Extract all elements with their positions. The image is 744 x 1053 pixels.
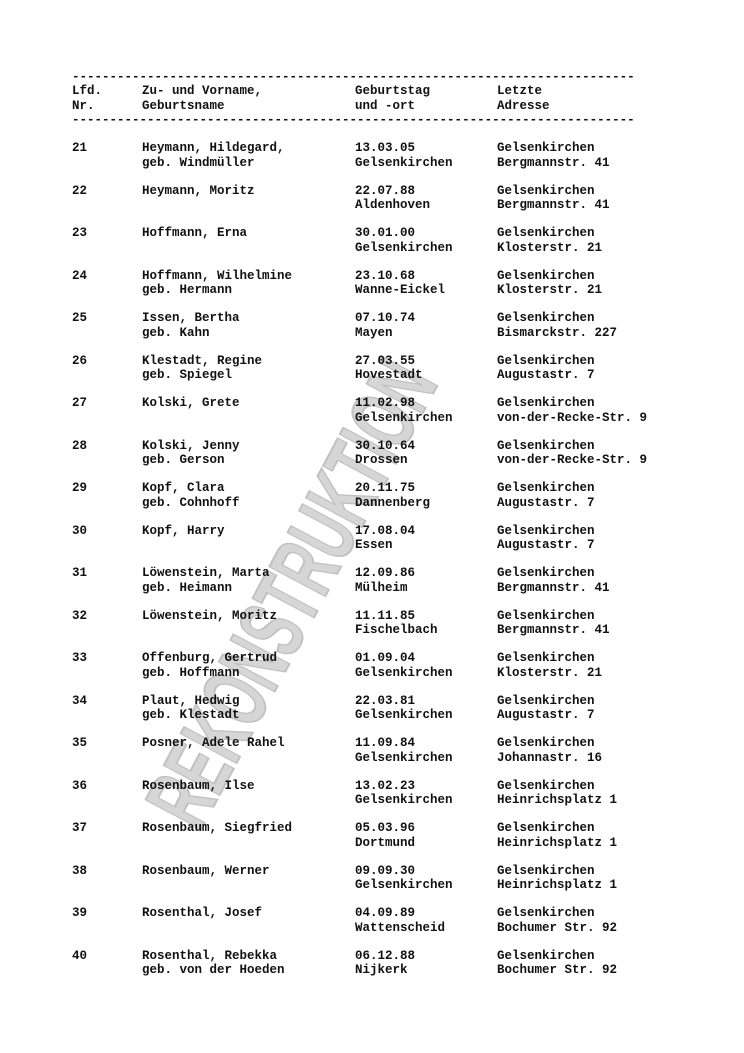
last-address-line: Gelsenkirchen bbox=[497, 438, 595, 453]
header-label: Geburtsname bbox=[142, 98, 225, 113]
row-number bbox=[72, 524, 87, 539]
table-row bbox=[0, 609, 744, 641]
birth-info-line: 23.10.68 bbox=[355, 268, 416, 283]
header-name bbox=[142, 84, 262, 113]
birth-info-line: 01.09.04 bbox=[355, 651, 416, 665]
birth-info bbox=[355, 779, 453, 808]
row-number-line: 39 bbox=[72, 906, 88, 920]
row-number-line: 23 bbox=[72, 226, 88, 240]
table-row bbox=[0, 269, 744, 301]
birth-info-line: 09.09.30 bbox=[355, 863, 416, 878]
row-number bbox=[72, 906, 87, 921]
last-address-line: Bismarckstr. 227 bbox=[497, 325, 618, 340]
birth-info-line: Wattenscheid bbox=[355, 920, 446, 935]
last-address-line: Gelsenkirchen bbox=[497, 863, 595, 878]
last-address bbox=[497, 694, 595, 723]
birth-info-line: Gelsenkirchen bbox=[355, 750, 453, 765]
table-row bbox=[0, 694, 744, 726]
person-name bbox=[142, 694, 240, 723]
table-row bbox=[0, 141, 744, 173]
row-number bbox=[72, 821, 87, 836]
birth-info bbox=[355, 439, 415, 468]
birth-info-line: 04.09.89 bbox=[355, 906, 416, 920]
header-label: und -ort bbox=[355, 98, 416, 113]
row-number-line: 34 bbox=[72, 693, 88, 708]
table-row bbox=[0, 949, 744, 981]
person-name-line: geb. Hermann bbox=[142, 283, 233, 297]
last-address-line: Gelsenkirchen bbox=[497, 693, 595, 708]
person-name-line: Heymann, Moritz bbox=[142, 183, 255, 198]
person-name bbox=[142, 354, 262, 383]
person-name-line: Rosenbaum, Ilse bbox=[142, 778, 255, 793]
table-row bbox=[0, 864, 744, 896]
person-name-line: Offenburg, Gertrud bbox=[142, 651, 278, 665]
table-row bbox=[0, 481, 744, 513]
last-address-line: Heinrichsplatz 1 bbox=[497, 835, 618, 850]
person-name-line: geb. Cohnhoff bbox=[142, 495, 240, 510]
last-address-line: Bochumer Str. 92 bbox=[497, 920, 618, 935]
person-name bbox=[142, 609, 277, 624]
birth-info bbox=[355, 864, 453, 893]
person-name-line: geb. Klestadt bbox=[142, 708, 240, 722]
person-name-line: geb. Spiegel bbox=[142, 368, 233, 382]
last-address-line: Gelsenkirchen bbox=[497, 821, 595, 835]
birth-info bbox=[355, 694, 453, 723]
person-name bbox=[142, 651, 277, 680]
birth-info-line: 20.11.75 bbox=[355, 481, 416, 495]
row-number bbox=[72, 694, 87, 709]
header-label: Zu- und Vorname, bbox=[142, 84, 263, 98]
birth-info-line: Wanne-Eickel bbox=[355, 283, 446, 297]
birth-info-line: Mülheim bbox=[355, 580, 408, 595]
header-address bbox=[497, 84, 550, 113]
row-number bbox=[72, 439, 87, 454]
table-row bbox=[0, 354, 744, 386]
person-name bbox=[142, 864, 270, 879]
table-row bbox=[0, 651, 744, 683]
person-name bbox=[142, 184, 255, 199]
birth-info-line: 12.09.86 bbox=[355, 566, 416, 580]
birth-info-line: Dannenberg bbox=[355, 495, 431, 510]
last-address-line: Heinrichsplatz 1 bbox=[497, 878, 618, 892]
last-address-line: Gelsenkirchen bbox=[497, 906, 595, 920]
birth-info bbox=[355, 821, 415, 850]
row-number-line: 28 bbox=[72, 438, 88, 453]
last-address-line: von-der-Recke-Str. 9 bbox=[497, 410, 648, 425]
birth-info bbox=[355, 609, 438, 638]
person-name bbox=[142, 566, 270, 595]
last-address bbox=[497, 524, 595, 553]
person-name bbox=[142, 396, 240, 411]
header-label: Geburtstag bbox=[355, 84, 431, 98]
person-name bbox=[142, 906, 262, 921]
table-row bbox=[0, 524, 744, 556]
row-number bbox=[72, 396, 87, 411]
last-address-line: Bergmannstr. 41 bbox=[497, 155, 610, 170]
person-name-line: Löwenstein, Moritz bbox=[142, 608, 278, 623]
birth-info-line: 11.02.98 bbox=[355, 396, 416, 410]
row-number-line: 22 bbox=[72, 183, 88, 198]
row-number-line: 24 bbox=[72, 268, 88, 283]
person-name bbox=[142, 226, 247, 241]
last-address-line: Gelsenkirchen bbox=[497, 778, 595, 793]
row-number-line: 25 bbox=[72, 311, 88, 325]
birth-info bbox=[355, 226, 453, 255]
last-address-line: Gelsenkirchen bbox=[497, 481, 595, 495]
person-name-line: Posner, Adele Rahel bbox=[142, 736, 285, 750]
birth-info-line: 17.08.04 bbox=[355, 523, 416, 538]
last-address-line: Gelsenkirchen bbox=[497, 311, 595, 325]
row-number bbox=[72, 226, 87, 241]
table-row bbox=[0, 226, 744, 258]
top-rule: --------------------------------------------------------------------------- bbox=[72, 70, 635, 84]
person-name-line: Rosenbaum, Werner bbox=[142, 863, 270, 878]
row-number bbox=[72, 354, 87, 369]
last-address bbox=[497, 481, 595, 510]
person-name bbox=[142, 779, 255, 794]
last-address-line: Gelsenkirchen bbox=[497, 948, 595, 963]
birth-info-line: 11.09.84 bbox=[355, 736, 416, 750]
last-address-line: Gelsenkirchen bbox=[497, 268, 595, 283]
last-address bbox=[497, 864, 617, 893]
last-address-line: Gelsenkirchen bbox=[497, 141, 595, 155]
last-address-line: Bergmannstr. 41 bbox=[497, 623, 610, 637]
last-address bbox=[497, 354, 595, 383]
person-name bbox=[142, 311, 240, 340]
watermark-text: REKONSTRUKTION bbox=[127, 335, 462, 843]
birth-info bbox=[355, 354, 423, 383]
header-label: Letzte bbox=[497, 84, 543, 98]
last-address bbox=[497, 651, 602, 680]
last-address-line: Klosterstr. 21 bbox=[497, 240, 603, 255]
birth-info-line: 11.11.85 bbox=[355, 608, 416, 623]
header-label: Nr. bbox=[72, 98, 95, 113]
row-number-line: 36 bbox=[72, 778, 88, 793]
person-name-line: Löwenstein, Marta bbox=[142, 566, 270, 580]
header-rule: --------------------------------------------------------------------------- bbox=[72, 113, 635, 127]
row-number-line: 26 bbox=[72, 353, 88, 368]
birth-info-line: Gelsenkirchen bbox=[355, 793, 453, 807]
last-address-line: Gelsenkirchen bbox=[497, 523, 595, 538]
row-number-line: 40 bbox=[72, 948, 88, 963]
birth-info-line: Essen bbox=[355, 538, 393, 552]
last-address bbox=[497, 566, 610, 595]
header-label: Adresse bbox=[497, 98, 550, 113]
row-number bbox=[72, 141, 87, 156]
last-address bbox=[497, 779, 617, 808]
table-row bbox=[0, 906, 744, 938]
row-number bbox=[72, 566, 87, 581]
birth-info bbox=[355, 566, 415, 595]
birth-info bbox=[355, 269, 445, 298]
person-name bbox=[142, 736, 285, 751]
last-address bbox=[497, 821, 617, 850]
last-address-line: Johannastr. 16 bbox=[497, 750, 603, 765]
row-number-line: 33 bbox=[72, 651, 88, 665]
birth-info bbox=[355, 524, 415, 553]
person-name-line: Klestadt, Regine bbox=[142, 353, 263, 368]
last-address bbox=[497, 311, 617, 340]
last-address-line: Klosterstr. 21 bbox=[497, 283, 603, 297]
birth-info-line: Fischelbach bbox=[355, 623, 438, 637]
last-address bbox=[497, 949, 617, 978]
birth-info-line: Hovestadt bbox=[355, 368, 423, 382]
birth-info-line: Gelsenkirchen bbox=[355, 665, 453, 680]
person-name-line: Hoffmann, Erna bbox=[142, 226, 248, 240]
birth-info-line: 07.10.74 bbox=[355, 311, 416, 325]
row-number bbox=[72, 864, 87, 879]
birth-info-line: Dortmund bbox=[355, 835, 416, 850]
last-address bbox=[497, 141, 610, 170]
birth-info-line: Gelsenkirchen bbox=[355, 240, 453, 255]
row-number-line: 38 bbox=[72, 863, 88, 878]
header-lfd-nr bbox=[72, 84, 102, 113]
person-name bbox=[142, 821, 292, 836]
last-address-line: von-der-Recke-Str. 9 bbox=[497, 453, 648, 467]
birth-info-line: 13.03.05 bbox=[355, 141, 416, 155]
birth-info-line: 13.02.23 bbox=[355, 778, 416, 793]
last-address bbox=[497, 906, 617, 935]
last-address-line: Gelsenkirchen bbox=[497, 183, 595, 198]
table-row bbox=[0, 821, 744, 853]
person-name-line: Rosenthal, Josef bbox=[142, 906, 263, 920]
last-address bbox=[497, 439, 647, 468]
birth-info-line: Aldenhoven bbox=[355, 198, 431, 212]
last-address-line: Klosterstr. 21 bbox=[497, 665, 603, 680]
table-row bbox=[0, 396, 744, 428]
person-name bbox=[142, 269, 292, 298]
last-address bbox=[497, 609, 610, 638]
person-name-line: geb. Windmüller bbox=[142, 155, 255, 170]
birth-info-line: Gelsenkirchen bbox=[355, 708, 453, 722]
row-number-line: 31 bbox=[72, 566, 88, 580]
row-number bbox=[72, 184, 87, 199]
header-label: Lfd. bbox=[72, 84, 103, 98]
person-name bbox=[142, 524, 225, 539]
birth-info bbox=[355, 184, 430, 213]
person-name-line: Issen, Bertha bbox=[142, 311, 240, 325]
person-name bbox=[142, 141, 285, 170]
last-address-line: Bochumer Str. 92 bbox=[497, 963, 618, 977]
person-name-line: geb. Gerson bbox=[142, 453, 225, 467]
person-name-line: Heymann, Hildegard, bbox=[142, 141, 285, 155]
person-name-line: geb. Hoffmann bbox=[142, 665, 240, 680]
birth-info-line: 30.10.64 bbox=[355, 438, 416, 453]
last-address-line: Gelsenkirchen bbox=[497, 226, 595, 240]
row-number-line: 29 bbox=[72, 481, 88, 495]
last-address-line: Gelsenkirchen bbox=[497, 396, 595, 410]
table-row bbox=[0, 779, 744, 811]
last-address-line: Gelsenkirchen bbox=[497, 651, 595, 665]
person-name-line: Rosenbaum, Siegfried bbox=[142, 821, 293, 835]
row-number bbox=[72, 609, 87, 624]
row-number bbox=[72, 949, 87, 964]
last-address bbox=[497, 736, 602, 765]
last-address bbox=[497, 184, 610, 213]
birth-info-line: Nijkerk bbox=[355, 963, 408, 977]
person-name bbox=[142, 439, 240, 468]
person-name-line: Plaut, Hedwig bbox=[142, 693, 240, 708]
last-address-line: Augustastr. 7 bbox=[497, 708, 595, 722]
person-name-line: Kolski, Grete bbox=[142, 396, 240, 410]
birth-info bbox=[355, 481, 430, 510]
birth-info-line: 22.03.81 bbox=[355, 693, 416, 708]
last-address-line: Augustastr. 7 bbox=[497, 368, 595, 382]
last-address-line: Augustastr. 7 bbox=[497, 495, 595, 510]
person-name-line: Kopf, Harry bbox=[142, 523, 225, 538]
birth-info bbox=[355, 736, 453, 765]
person-name-line: geb. von der Hoeden bbox=[142, 963, 285, 977]
last-address-line: Gelsenkirchen bbox=[497, 353, 595, 368]
birth-info bbox=[355, 949, 415, 978]
birth-info-line: Mayen bbox=[355, 325, 393, 340]
birth-info bbox=[355, 311, 415, 340]
birth-info-line: 30.01.00 bbox=[355, 226, 416, 240]
birth-info-line: 06.12.88 bbox=[355, 948, 416, 963]
person-name-line: Hoffmann, Wilhelmine bbox=[142, 268, 293, 283]
table-row bbox=[0, 736, 744, 768]
person-name bbox=[142, 481, 240, 510]
person-name-line: Rosenthal, Rebekka bbox=[142, 948, 278, 963]
birth-info bbox=[355, 141, 453, 170]
birth-info-line: 22.07.88 bbox=[355, 183, 416, 198]
row-number-line: 27 bbox=[72, 396, 88, 410]
birth-info-line: Gelsenkirchen bbox=[355, 155, 453, 170]
row-number-line: 32 bbox=[72, 608, 88, 623]
birth-info-line: 27.03.55 bbox=[355, 353, 416, 368]
last-address-line: Bergmannstr. 41 bbox=[497, 198, 610, 212]
row-number-line: 35 bbox=[72, 736, 88, 750]
person-name-line: geb. Heimann bbox=[142, 580, 233, 595]
row-number bbox=[72, 736, 87, 751]
birth-info bbox=[355, 906, 445, 935]
last-address bbox=[497, 269, 602, 298]
person-name bbox=[142, 949, 285, 978]
table-row bbox=[0, 439, 744, 471]
last-address-line: Heinrichsplatz 1 bbox=[497, 793, 618, 807]
birth-info-line: 05.03.96 bbox=[355, 821, 416, 835]
table-row bbox=[0, 184, 744, 216]
last-address-line: Augustastr. 7 bbox=[497, 538, 595, 552]
row-number-line: 37 bbox=[72, 821, 88, 835]
last-address-line: Bergmannstr. 41 bbox=[497, 580, 610, 595]
birth-info bbox=[355, 651, 453, 680]
birth-info bbox=[355, 396, 453, 425]
last-address-line: Gelsenkirchen bbox=[497, 608, 595, 623]
row-number bbox=[72, 481, 87, 496]
table-row bbox=[0, 311, 744, 343]
row-number bbox=[72, 651, 87, 666]
table-row bbox=[0, 566, 744, 598]
last-address bbox=[497, 396, 647, 425]
row-number bbox=[72, 311, 87, 326]
person-name-line: geb. Kahn bbox=[142, 325, 210, 340]
person-name-line: Kolski, Jenny bbox=[142, 438, 240, 453]
row-number-line: 21 bbox=[72, 141, 88, 155]
row-number bbox=[72, 269, 87, 284]
header-birth bbox=[355, 84, 430, 113]
last-address-line: Gelsenkirchen bbox=[497, 566, 595, 580]
row-number-line: 30 bbox=[72, 523, 88, 538]
row-number bbox=[72, 779, 87, 794]
birth-info-line: Gelsenkirchen bbox=[355, 878, 453, 892]
birth-info-line: Drossen bbox=[355, 453, 408, 467]
birth-info-line: Gelsenkirchen bbox=[355, 410, 453, 425]
last-address bbox=[497, 226, 602, 255]
person-name-line: Kopf, Clara bbox=[142, 481, 225, 495]
last-address-line: Gelsenkirchen bbox=[497, 736, 595, 750]
